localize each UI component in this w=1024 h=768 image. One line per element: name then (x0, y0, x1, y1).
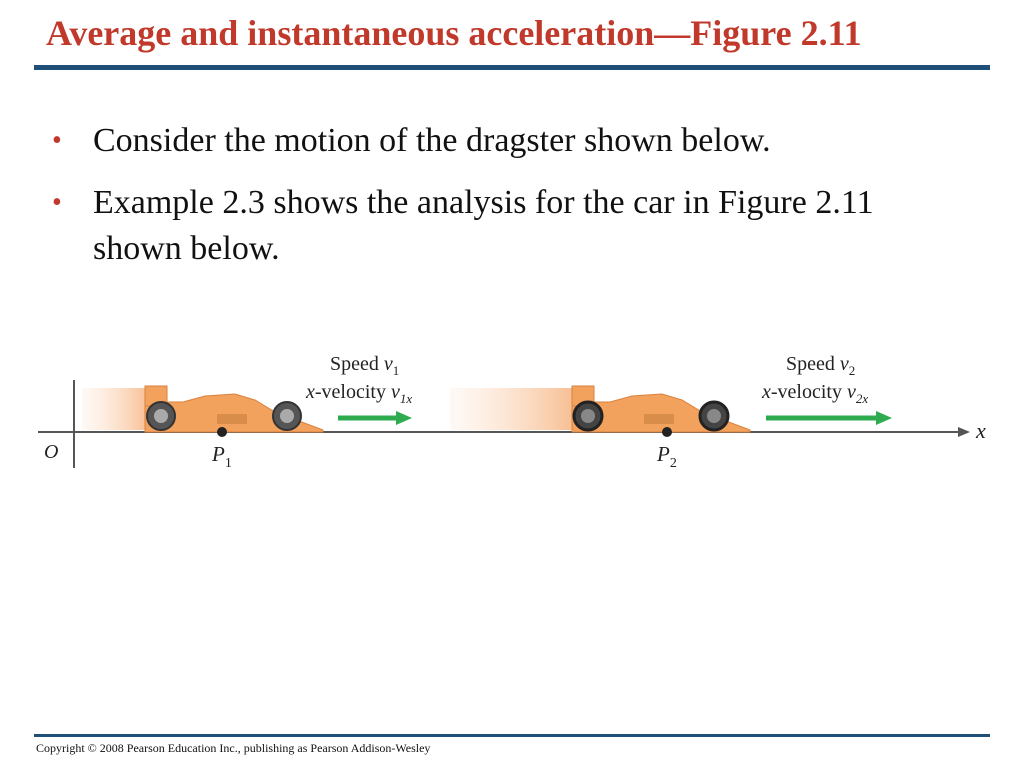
copyright-footer: Copyright © 2008 Pearson Education Inc., publishing as Pearson Addison-Wesley (36, 741, 431, 755)
motion-trail-2 (450, 388, 580, 430)
speed-word: Speed (330, 353, 379, 375)
bullet-text: Consider the motion of the dragster shown below. (93, 122, 771, 159)
car1-velocity-label (305, 381, 412, 406)
motion-trail-1 (82, 388, 152, 430)
bullet-text: Example 2.3 shows the analysis for the car in Figure 2.11 shown below. (93, 184, 874, 267)
point-p2-label (656, 442, 677, 471)
car2-velocity-arrowhead (876, 411, 892, 425)
v-symbol: v (390, 381, 400, 403)
bullet-list (48, 118, 968, 288)
car1-velocity-arrowhead (396, 411, 412, 425)
speed-subscript: 1 (392, 363, 400, 378)
rear-wheel-hub (581, 409, 595, 423)
bullet-item (48, 118, 968, 164)
bullet-icon: • (52, 187, 62, 218)
v-symbol: v (383, 353, 393, 375)
rear-wheel-hub (154, 409, 168, 423)
speed-word: Speed (786, 353, 835, 375)
velocity-subscript: 1x (399, 391, 413, 406)
point-p1-main: P (212, 442, 225, 466)
slide-title: Average and instantaneous acceleration—Figure 2.11 (46, 13, 862, 53)
x-axis-arrowhead (958, 427, 970, 437)
dragster-figure (0, 340, 1024, 480)
dragster-car-2 (572, 386, 750, 432)
point-p2-marker (662, 427, 672, 437)
footer-divider (34, 734, 990, 737)
velocity-word: -velocity (314, 381, 386, 403)
bullet-item (48, 180, 968, 272)
car1-speed-label (330, 353, 399, 378)
point-p1-sub: 1 (224, 456, 232, 471)
front-wheel-hub (280, 409, 294, 423)
car-engine (644, 414, 674, 424)
car2-speed-label (786, 353, 855, 378)
velocity-word: -velocity (770, 381, 842, 403)
car2-velocity-label (761, 381, 868, 406)
dragster-car-1 (145, 386, 323, 432)
v-symbol: v (846, 381, 856, 403)
speed-subscript: 2 (848, 363, 856, 378)
point-p1-label (211, 442, 232, 471)
x-symbol: x (762, 381, 771, 403)
x-symbol: x (306, 381, 315, 403)
velocity-subscript: 2x (855, 391, 869, 406)
point-p1-marker (217, 427, 227, 437)
title-divider (34, 65, 990, 70)
front-wheel-hub (707, 409, 721, 423)
origin-label: O (44, 441, 59, 463)
bullet-icon: • (52, 125, 62, 156)
x-axis-label: x (976, 418, 986, 443)
point-p2-sub: 2 (669, 456, 677, 471)
v-symbol: v (839, 353, 849, 375)
car-engine (217, 414, 247, 424)
point-p2-main: P (657, 442, 670, 466)
